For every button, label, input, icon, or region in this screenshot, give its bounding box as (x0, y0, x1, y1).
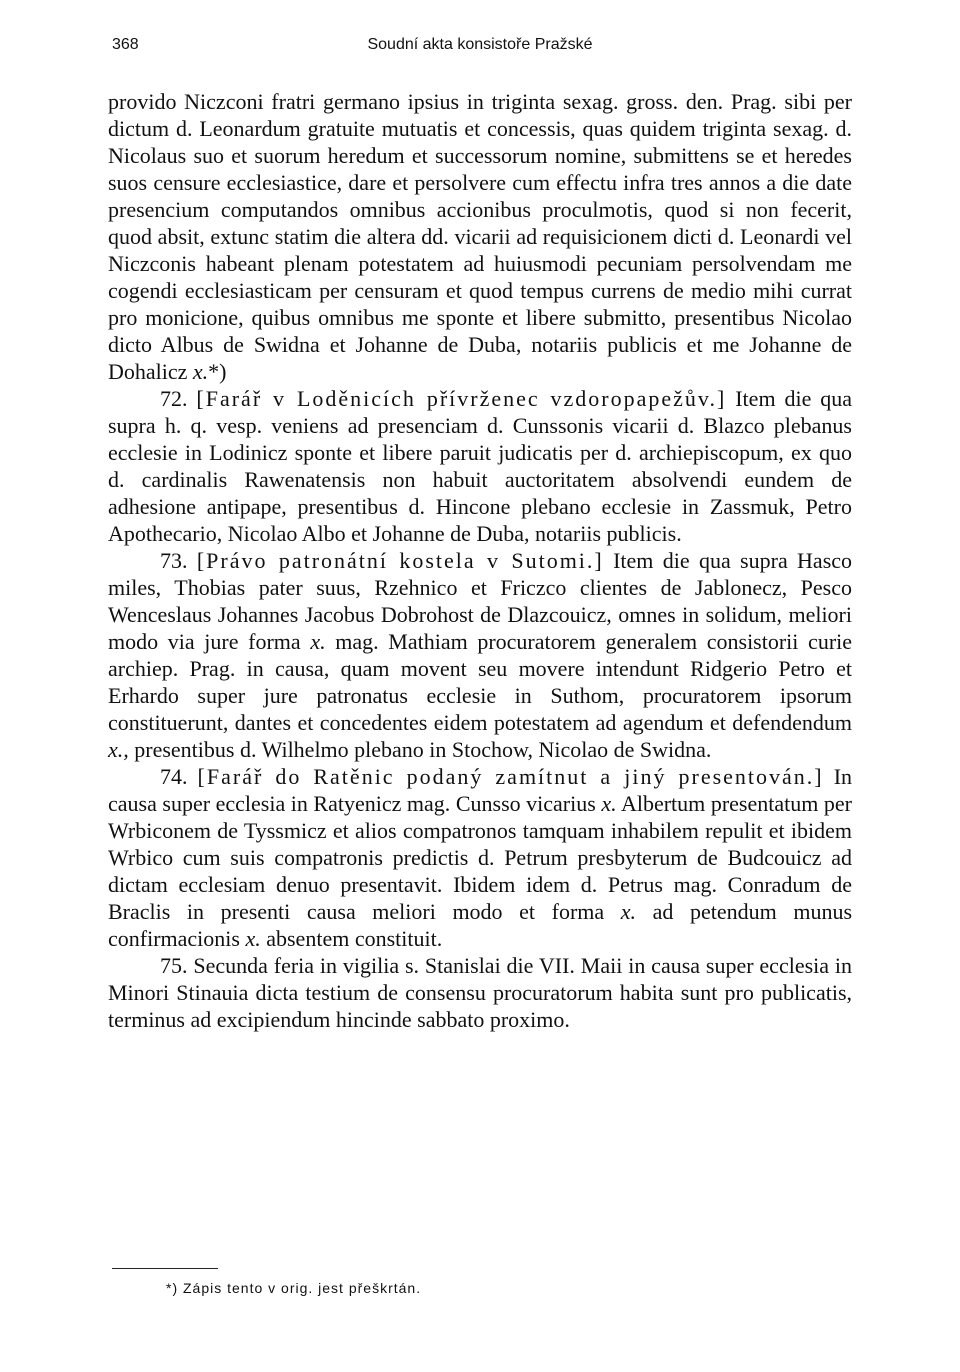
main-text (108, 88, 852, 1033)
entry-71-continuation (108, 88, 852, 385)
page-number: 368 (112, 36, 139, 53)
entry-text: In causa super ecclesia in Ratyenicz mag. Cunsso vicarius (108, 764, 853, 816)
page-header (112, 36, 848, 60)
entry-number: 73. (160, 548, 188, 573)
entry-heading: [Farář do Ratěnic podaný zamítnut a jiný presentován.] (197, 764, 824, 789)
entry-71-text: provido Niczconi fratri germano ipsius in triginta sexag. gross. den. Prag. sibi per dictum d. Leonardum gratuite mutuatis et concessis, quas quidem triginta sexag. d. Nicolaus suo et suorum heredum et successorum nomine, submittens se et heredes suos censure ecclesiastice, dare et persolvere cum effectu infra tres annos a die date presencium computandos omnibus accionibus proculmotis, quod si non fecerit, quod absit, extunc statim die altera dd. vicarii ad requisicionem dicti d. Leonardi vel Niczconis habeant plenam potestatem ad huiusmodi pecuniam persolvendam me cogendi ecclesiasticam per censuram et quod tempus currens de medio mihi currat pro monicione, quibus omnibus me sponte et libere submitto, presentibus Nicolao dicto Albus de Swidna et Johanne de Duba, notariis publicis et me Johanne de Dohalicz (108, 89, 852, 384)
entry-heading: [Právo patronátní kostela v Sutomi.] (196, 548, 604, 573)
entry-text: mag. Mathiam procuratorem generalem consistorii curie archiep. Prag. in causa, quam movent seu movere intendunt Ridgerio Petro et Erhardo super jure patronatus ecclesie in Suthom, procuratorem ipsorum constituerunt, dantes et concedentes eidem potestatem ad agendum et defendendum (108, 629, 853, 735)
entry-heading: [Farář v Loděnicích přívrženec vzdoropapežův.] (196, 386, 727, 411)
entry-text: ad petendum munus confirmacionis (108, 899, 853, 951)
abbrev-mark: x. (310, 629, 326, 654)
entry-text: absentem constituit. (266, 926, 443, 951)
entry-72 (108, 385, 852, 547)
abbrev-mark: x. (245, 926, 261, 951)
entry-number: 72. (160, 386, 188, 411)
abbrev-mark: x., (108, 737, 129, 762)
entry-text: Item die qua supra h. q. vesp. veniens ad presenciam d. Cunssonis vicarii d. Blazco plebanus ecclesie in Lodinicz sponte et libere paruit judicatis per d. archiepiscopum, ex quo d. cardinalis Rawenatensis non habuit auctoritatem absolvendi eundem de adhesione antipape, presentibus d. Hincone plebano ecclesie in Zassmuk, Petro Apothecario, Nicolao Albo et Johanne de Duba, notariis publicis. (108, 386, 852, 546)
footnote-divider (112, 1268, 218, 1269)
entry-number: 74. (160, 764, 188, 789)
entry-74 (108, 763, 852, 952)
entry-75 (108, 952, 852, 1033)
abbrev-mark: x. (601, 791, 617, 816)
abbrev-mark: x. (192, 359, 209, 384)
entry-text: Secunda feria in vigilia s. Stanislai die VII. Maii in causa super ecclesia in Minori Stinauia dicta testium de consensu procuratorum habita sunt pro publicatis, terminus ad excipiendum hincinde sabbato proximo. (108, 953, 853, 1032)
running-head: Soudní akta konsistoře Pražské (367, 36, 593, 53)
entry-73 (108, 547, 852, 763)
entry-number: 75. (160, 953, 188, 978)
entry-text: Albertum presentatum per Wrbiconem de Tyssmicz et alios compatronos tamquam inhabilem repulit et ibidem Wrbico cum suis compatronis predictis d. Petrum presbyterum de Budcouicz ad dictam ecclesiam denuo presentavit. Ibidem idem d. Petrus mag. Conradum de Braclis in presenti causa meliori modo et forma (108, 791, 852, 924)
entry-text: presentibus d. Wilhelmo plebano in Stochow, Nicolao de Swidna. (134, 737, 712, 762)
entry-text: Item die qua supra Hasco miles, Thobias pater suus, Rzehnico et Friczco clientes de Jablonecz, Pesco Wenceslaus Johannes Jacobus Dobrohost de Dlazcouicz, omnes in solidum, meliori modo via jure forma (108, 548, 853, 654)
footnote-ref: *) (208, 359, 227, 384)
abbrev-mark: x. (620, 899, 637, 924)
footnote: *) Zápis tento v orig. jest přeškrtán. (166, 1280, 422, 1296)
